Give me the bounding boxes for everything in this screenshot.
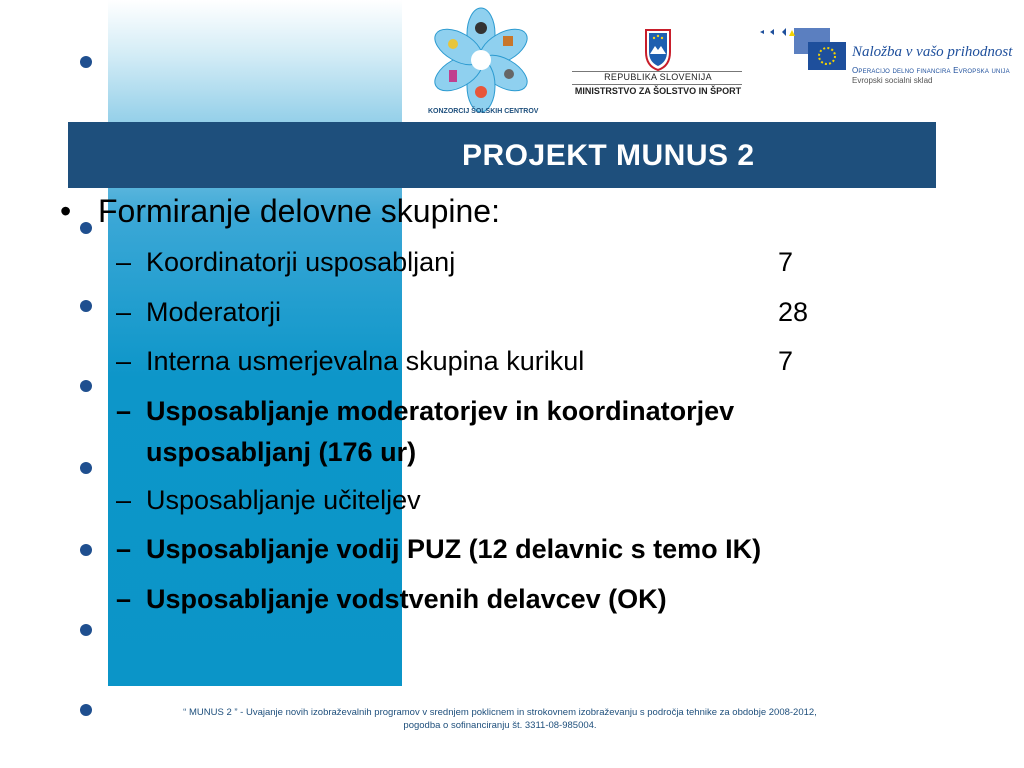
list-item-label: Moderatorji xyxy=(146,297,282,327)
list-item-label: Usposabljanje učiteljev xyxy=(146,485,421,515)
decorative-bullet-3 xyxy=(80,300,92,312)
bullet-dot: • xyxy=(60,193,72,229)
dash-marker: – xyxy=(116,396,132,426)
list-item-value: 7 xyxy=(778,346,794,376)
republic-name: REPUBLIKA SLOVENIJA xyxy=(604,72,712,82)
list-item xyxy=(116,533,761,566)
decorative-bullet-5 xyxy=(80,462,92,474)
list-item-label: Usposabljanje vodij PUZ (12 delavnic s temo IK) xyxy=(146,534,762,564)
decorative-bullet-6 xyxy=(80,544,92,556)
dash-marker: – xyxy=(116,534,132,564)
dash-marker: – xyxy=(116,485,132,515)
consortium-logo xyxy=(420,6,542,122)
list-item xyxy=(116,345,794,378)
list-item xyxy=(116,246,794,279)
list-item-label: Interna usmerjevalna skupina kurikul xyxy=(146,346,585,376)
footer-project-description: “ MUNUS 2 ” - Uvajanje novih izobraževalnih programov v srednjem poklicnem in strokovnem izobraževanju s področja tehnike za obdobje 2008-2012, xyxy=(183,707,817,718)
dash-marker: – xyxy=(116,584,132,614)
list-item-label-continuation: usposabljanj (176 ur) xyxy=(146,437,417,467)
eu-flag-logo xyxy=(756,26,848,72)
list-item-value: 7 xyxy=(778,247,794,277)
decorative-bullet-4 xyxy=(80,380,92,392)
eu-tagline: Naložba v vašo prihodnost xyxy=(852,44,1013,60)
republic-rule-bottom xyxy=(572,84,742,85)
consortium-label: KONZORCIJ ŠOLSKIH CENTROV xyxy=(428,108,539,115)
dash-marker: – xyxy=(116,346,132,376)
main-bullet-text: Formiranje delovne skupine: xyxy=(98,193,500,229)
list-item-label: Usposabljanje vodstvenih delavcev (OK) xyxy=(146,584,667,614)
list-item xyxy=(116,296,809,329)
list-item xyxy=(116,583,667,616)
main-bullet xyxy=(60,192,500,230)
list-item-label: Usposabljanje moderatorjev in koordinatorjev xyxy=(146,396,735,426)
footer-contract-number: pogodba o sofinanciranju št. 3311-08-985004. xyxy=(403,720,597,731)
decorative-bullet-1 xyxy=(80,56,92,68)
dash-marker: – xyxy=(116,247,132,277)
page-title: PROJEKT MUNUS 2 xyxy=(462,139,755,172)
eu-fund-name: Evropski socialni sklad xyxy=(852,76,933,85)
dash-marker: – xyxy=(116,297,132,327)
list-item-label: Koordinatorji usposabljanj xyxy=(146,247,456,277)
decorative-bullet-7 xyxy=(80,624,92,636)
list-item-continuation xyxy=(146,436,416,469)
list-item xyxy=(116,484,421,517)
ministry-name: MINISTRSTVO ZA ŠOLSTVO IN ŠPORT xyxy=(574,86,742,96)
eu-financing-note: Operacijo delno financira Evropska unija xyxy=(852,66,1010,75)
list-item xyxy=(116,395,734,428)
list-item-value: 28 xyxy=(778,297,809,327)
